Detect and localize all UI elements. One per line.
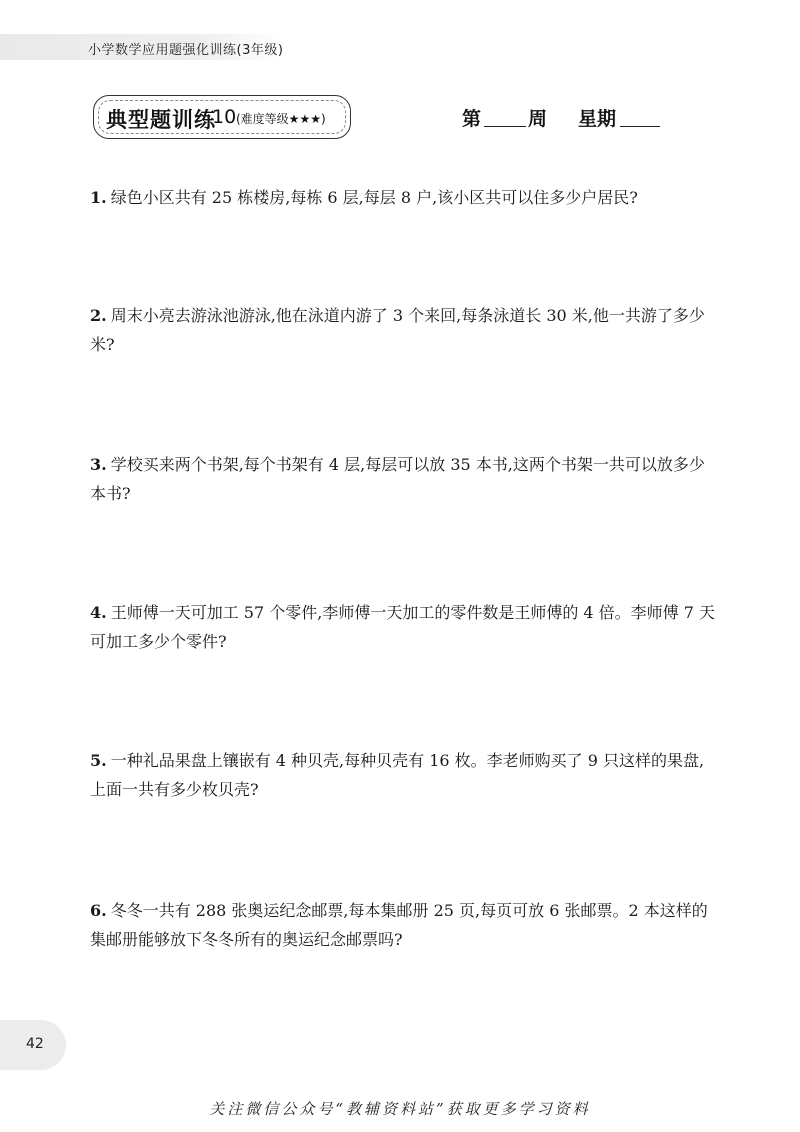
weekday-blank[interactable] xyxy=(620,126,660,127)
question-4 xyxy=(90,598,720,656)
question-text: 王师傅一天可加工 57 个零件,李师傅一天加工的零件数是王师傅的 4 倍。李师傅 7 天可加工多少个零件? xyxy=(90,603,716,651)
difficulty-rating: (难度等级★★★) xyxy=(236,112,326,126)
question-text: 周末小亮去游泳池游泳,他在泳道内游了 3 个来回,每条泳道长 30 米,他一共游了多少米? xyxy=(90,306,705,354)
question-number: 4. xyxy=(90,603,107,622)
question-number: 6. xyxy=(90,901,107,920)
weekday-label: 星期 xyxy=(578,108,617,130)
question-3 xyxy=(90,450,720,508)
question-1 xyxy=(90,183,720,212)
question-text: 一种礼品果盘上镶嵌有 4 种贝壳,每种贝壳有 16 枚。李老师购买了 9 只这样的果盘,上面一共有多少枚贝壳? xyxy=(90,751,705,799)
question-number: 1. xyxy=(90,188,107,207)
week-prefix: 第 xyxy=(462,108,482,130)
question-number: 3. xyxy=(90,455,107,474)
question-text: 学校买来两个书架,每个书架有 4 层,每层可以放 35 本书,这两个书架一共可以放多少本书? xyxy=(90,455,705,503)
question-6 xyxy=(90,896,720,954)
week-blank[interactable] xyxy=(484,126,526,127)
question-2 xyxy=(90,301,720,359)
question-5 xyxy=(90,746,720,804)
question-number: 2. xyxy=(90,306,107,325)
week-suffix: 周 xyxy=(528,108,548,130)
footer-note: 关注微信公众号“教辅资料站”获取更多学习资料 xyxy=(209,1100,591,1118)
book-title: 小学数学应用题强化训练(3年级) xyxy=(88,43,284,58)
page-number: 42 xyxy=(26,1036,44,1052)
training-number: 10 xyxy=(212,106,237,128)
training-title: 典型题训练 xyxy=(106,108,216,132)
question-text: 绿色小区共有 25 栋楼房,每栋 6 层,每层 8 户,该小区共可以住多少户居民? xyxy=(110,188,638,207)
question-number: 5. xyxy=(90,751,107,770)
question-text: 冬冬一共有 288 张奥运纪念邮票,每本集邮册 25 页,每页可放 6 张邮票。2 本这样的集邮册能够放下冬冬所有的奥运纪念邮票吗? xyxy=(90,901,708,949)
